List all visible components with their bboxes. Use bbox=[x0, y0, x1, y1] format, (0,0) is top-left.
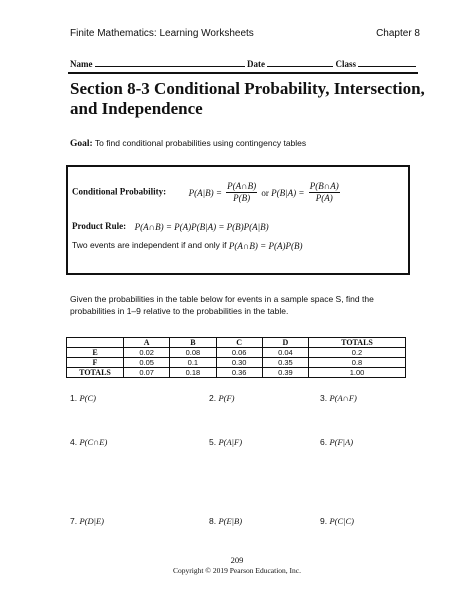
table-cell: 0.8 bbox=[309, 358, 406, 368]
cp-denominator-2: P(A) bbox=[315, 193, 333, 203]
cp-fraction-1 bbox=[226, 181, 257, 204]
table-cell: 0.07 bbox=[124, 368, 170, 378]
problem-8 bbox=[209, 516, 242, 526]
cp-lhs: P(A|B) = bbox=[188, 187, 222, 198]
table-header-cell: A bbox=[124, 338, 170, 348]
table-cell: 1.00 bbox=[309, 368, 406, 378]
table-cell: 0.36 bbox=[216, 368, 262, 378]
independence-formula: P(A∩B) = P(A)P(B) bbox=[228, 240, 303, 251]
copyright-notice: Copyright © 2019 Pearson Education, Inc. bbox=[173, 566, 301, 575]
problem-number: 4. bbox=[70, 437, 78, 447]
problem-expression: P(F) bbox=[218, 393, 235, 403]
table-header-row bbox=[67, 338, 406, 348]
page-number: 209 bbox=[230, 555, 244, 565]
problem-expression: P(C|C) bbox=[329, 516, 354, 526]
conditional-probability-row bbox=[72, 181, 342, 204]
table-cell: 0.05 bbox=[124, 358, 170, 368]
table-cell: 0.35 bbox=[262, 358, 308, 368]
table-row-header: TOTALS bbox=[67, 368, 124, 378]
class-blank bbox=[358, 57, 416, 67]
table-row bbox=[67, 348, 406, 358]
table-cell: 0.39 bbox=[262, 368, 308, 378]
goal-label: Goal: bbox=[70, 139, 93, 149]
problem-number: 9. bbox=[320, 516, 328, 526]
header-divider bbox=[68, 72, 418, 74]
problem-3 bbox=[320, 393, 357, 403]
product-rule-label: Product Rule: bbox=[72, 221, 127, 231]
problem-expression: P(C) bbox=[79, 393, 96, 403]
student-info-line bbox=[70, 57, 416, 69]
problem-number: 6. bbox=[320, 437, 328, 447]
problem-2 bbox=[209, 393, 235, 403]
problem-expression: P(A∩F) bbox=[329, 393, 357, 403]
conditional-probability-label: Conditional Probability: bbox=[72, 186, 167, 197]
table-header-cell bbox=[67, 338, 124, 348]
problem-expression: P(C∩E) bbox=[79, 437, 108, 447]
problem-5 bbox=[209, 437, 242, 447]
running-header-title: Finite Mathematics: Learning Worksheets bbox=[70, 28, 254, 39]
table-cell: 0.08 bbox=[170, 348, 216, 358]
section-title: Section 8-3 Conditional Probability, Intersection, and Independence bbox=[70, 79, 425, 118]
table-row bbox=[67, 368, 406, 378]
table-header-cell: B bbox=[170, 338, 216, 348]
problem-number: 2. bbox=[209, 393, 217, 403]
table-header-cell: D bbox=[262, 338, 308, 348]
problem-1 bbox=[70, 393, 96, 403]
independence-row bbox=[72, 240, 302, 251]
probability-table bbox=[66, 337, 406, 378]
table-row-header: F bbox=[67, 358, 124, 368]
problem-number: 8. bbox=[209, 516, 217, 526]
table-cell: 0.02 bbox=[124, 348, 170, 358]
problem-9 bbox=[320, 516, 354, 526]
table-cell: 0.2 bbox=[309, 348, 406, 358]
problem-number: 1. bbox=[70, 393, 78, 403]
instructions-paragraph: Given the probabilities in the table below for events in a sample space S, find the probabilities in 1–9 relative to the probabilities in the table. bbox=[70, 294, 374, 316]
table-cell: 0.06 bbox=[216, 348, 262, 358]
cp-numerator-1: P(A∩B) bbox=[227, 181, 257, 191]
table-row bbox=[67, 358, 406, 368]
problem-4 bbox=[70, 437, 107, 447]
running-header-chapter: Chapter 8 bbox=[376, 28, 420, 39]
table-cell: 0.18 bbox=[170, 368, 216, 378]
problem-expression: P(E|B) bbox=[218, 516, 243, 526]
goal-text: To find conditional probabilities using contingency tables bbox=[94, 138, 307, 148]
cp-or: or bbox=[261, 187, 269, 198]
name-label: Name bbox=[70, 59, 93, 69]
problem-7 bbox=[70, 516, 104, 526]
goal-line bbox=[70, 138, 306, 149]
table-cell: 0.1 bbox=[170, 358, 216, 368]
problem-expression: P(F|A) bbox=[329, 437, 354, 447]
product-rule-formula: P(A∩B) = P(A)P(B|A) = P(B)P(A|B) bbox=[134, 221, 269, 232]
cp-fraction-2 bbox=[309, 181, 340, 204]
class-label: Class bbox=[335, 59, 357, 69]
independence-text: Two events are independent if and only if bbox=[72, 240, 227, 250]
date-blank bbox=[267, 57, 333, 67]
problem-6 bbox=[320, 437, 353, 447]
problem-number: 7. bbox=[70, 516, 78, 526]
cp-numerator-2: P(B∩A) bbox=[309, 181, 339, 191]
product-rule-row bbox=[72, 221, 269, 232]
cp-lhs-2: P(B|A) = bbox=[271, 187, 305, 198]
table-row-header: E bbox=[67, 348, 124, 358]
date-label: Date bbox=[247, 59, 265, 69]
table-header-cell: TOTALS bbox=[309, 338, 406, 348]
problem-expression: P(D|E) bbox=[79, 516, 104, 526]
table-cell: 0.04 bbox=[262, 348, 308, 358]
problem-expression: P(A|F) bbox=[218, 437, 243, 447]
table-cell: 0.30 bbox=[216, 358, 262, 368]
problem-number: 5. bbox=[209, 437, 217, 447]
problem-number: 3. bbox=[320, 393, 328, 403]
cp-denominator-1: P(B) bbox=[233, 193, 251, 203]
table-header-cell: C bbox=[216, 338, 262, 348]
name-blank bbox=[95, 57, 245, 67]
